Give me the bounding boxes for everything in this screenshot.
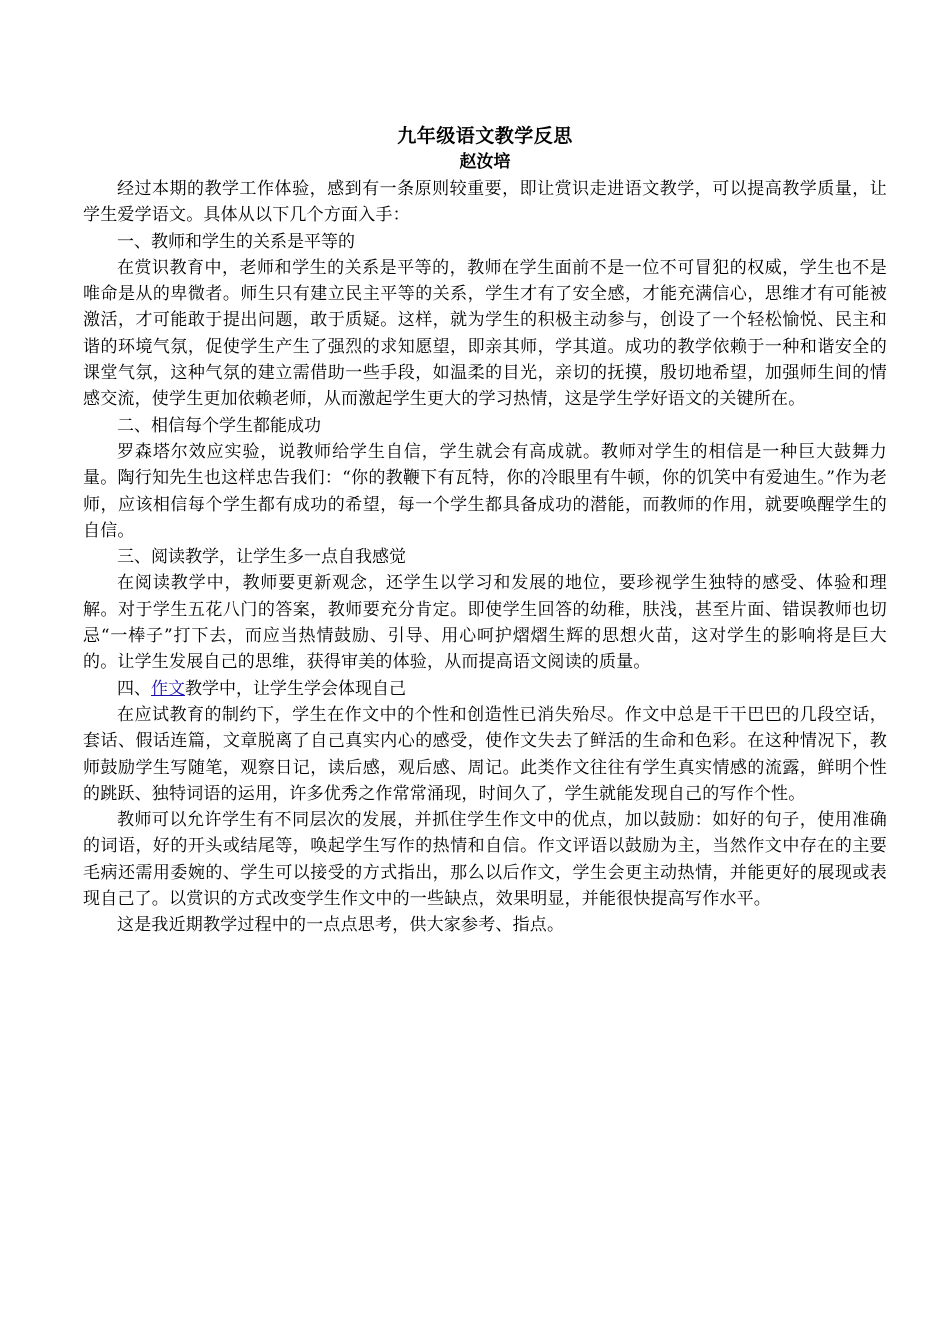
section-3-heading: 三、阅读教学，让学生多一点自我感觉 <box>117 547 406 568</box>
section-4-body-1: 在应试教育的制约下，学生在作文中的个性和创造性已消失殆尽。作文中总是干干巴巴的几段空话，套话、假话连篇，文章脱离了自己真实内心的感受，使作文失去了鲜活的生命和色彩。在这种情况下，教师鼓励学生写随笔，观察日记，读后感，观后感、周记。此类作文往往有学生真实情感的流露，鲜明个性的跳跃、独特词语的运用，许多优秀之作常常涌现，时间久了，学生就能发现自己的写作个性。 <box>83 704 887 804</box>
section-2-body: 罗森塔尔效应实验，说教师给学生自信，学生就会有高成就。教师对学生的相信是一种巨大鼓舞力量。陶行知先生也这样忠告我们：“你的教鞭下有瓦特，你的冷眼里有牛顿，你的饥笑中有爱迪生。”作为老师，应该相信每个学生都有成功的希望，每一个学生都具备成功的潜能，而教师的作用，就要唤醒学生的自信。 <box>83 441 887 541</box>
composition-link[interactable]: 作文 <box>151 678 185 699</box>
closing-paragraph: 这是我近期教学过程中的一点点思考，供大家参考、指点。 <box>117 915 565 936</box>
document-page <box>83 122 887 939</box>
section-4-heading-prefix: 四、 <box>117 678 151 699</box>
section-1-heading: 一、教师和学生的关系是平等的 <box>117 231 355 252</box>
document-title: 九年级语文教学反思 <box>397 125 573 147</box>
document-author: 赵汝培 <box>459 152 511 172</box>
section-4-heading-suffix: 教学中，让学生学会体现自己 <box>185 678 406 699</box>
section-3-body: 在阅读教学中，教师要更新观念，还学生以学习和发展的地位，要珍视学生独特的感受、体验和理解。对于学生五花八门的答案，教师要充分肯定。即使学生回答的幼稚，肤浅，甚至片面、错误教师也切忌“一棒子”打下去，而应当热情鼓励、引导、用心呵护熠熠生辉的思想火苗，这对学生的影响将是巨大的。让学生发展自己的思维，获得审美的体验，从而提高语文阅读的质量。 <box>83 573 887 673</box>
section-1-body: 在赏识教育中，老师和学生的关系是平等的，教师在学生面前不是一位不可冒犯的权威，学生也不是唯命是从的卑微者。师生只有建立民主平等的关系，学生才有了安全感，才能充满信心，思维才有可能被激活，才可能敢于提出问题，敢于质疑。这样，就为学生的积极主动参与，创设了一个轻松愉悦、民主和谐的环境气氛，促使学生产生了强烈的求知愿望，即亲其师，学其道。成功的教学依赖于一种和谐安全的课堂气氛，这种气氛的建立需借助一些手段，如温柔的目光，亲切的抚摸，殷切地希望，加强师生间的情感交流，使学生更加依赖老师，从而激起学生更大的学习热情，这是学生学好语文的关键所在。 <box>83 257 887 410</box>
section-4-heading <box>83 676 887 702</box>
section-2-heading: 二、相信每个学生都能成功 <box>117 415 321 436</box>
intro-paragraph: 经过本期的教学工作体验，感到有一条原则较重要，即让赏识走进语文教学，可以提高教学质量，让学生爱学语文。具体从以下几个方面入手： <box>83 179 887 226</box>
section-4-body-2: 教师可以允许学生有不同层次的发展，并抓住学生作文中的优点，加以鼓励：如好的句子，使用准确的词语，好的开头或结尾等，唤起学生写作的热情和自信。作文评语以鼓励为主，当然作文中存在的主要毛病还需用委婉的、学生可以接受的方式指出，那么以后作文，学生会更主动热情，并能更好的展现或表现自己了。以赏识的方式改变学生作文中的一些缺点，效果明显，并能很快提高写作水平。 <box>83 810 887 910</box>
